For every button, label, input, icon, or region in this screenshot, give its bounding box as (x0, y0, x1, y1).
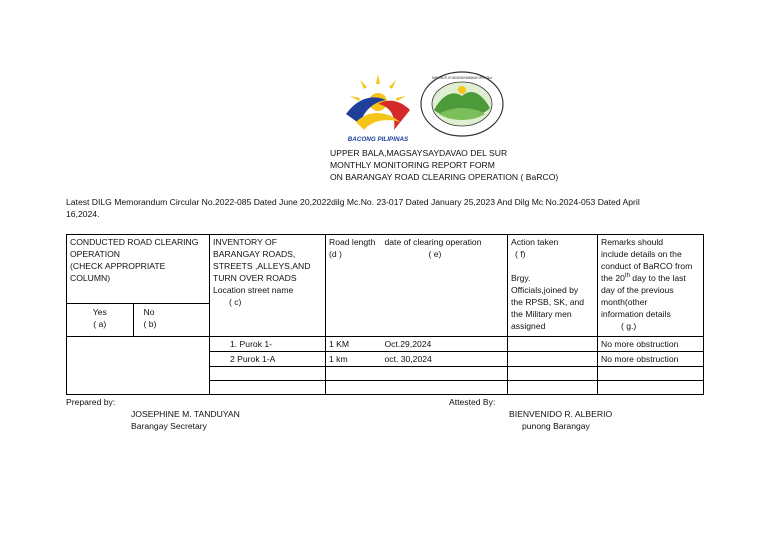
seal-text: MUNICIPALITY OF MAGSAYSAY BARANGAY UPPER BALA (432, 75, 493, 80)
header-line-3: ON BARANGAY ROAD CLEARING OPERATION ( BaRCO) (330, 172, 559, 182)
table-cell-action (508, 337, 598, 352)
attested-name: BIENVENIDO R. ALBERIO (509, 409, 613, 419)
yes-label: Yes (92, 307, 107, 317)
header-g-line: include details on the (601, 249, 682, 259)
header-g-text: day to the last (629, 273, 686, 283)
no-subcolumn (134, 304, 210, 336)
table-cell-remarks (598, 367, 704, 381)
header-g-line: Remarks should (601, 237, 664, 247)
header-f-line: Officials,joined by (511, 285, 579, 295)
header-cell-remarks (598, 235, 704, 337)
attested-title: punong Barangay (522, 421, 590, 431)
header-f-code: ( f) (515, 249, 526, 259)
header-f-line: assigned (511, 321, 546, 331)
table-cell-street (210, 381, 326, 395)
header-g-superscript: th (624, 273, 630, 280)
header-a-line: CONDUCTED ROAD CLEARING (70, 237, 199, 247)
table-row (67, 337, 704, 352)
table-cell-date: oct. 30,2024 (382, 352, 508, 367)
table-cell-action (508, 381, 598, 395)
memo-line-2: 16,2024. (66, 209, 100, 219)
table-cell-date: Oct.29,2024 (382, 337, 508, 352)
table-cell-street: 2 Purok 1-A (210, 352, 326, 367)
barangay-seal-logo (419, 70, 505, 138)
header-d-label: Road length (329, 237, 376, 247)
header-c-line: TURN OVER ROADS (213, 273, 297, 283)
header-g-line: day of the previous (601, 285, 674, 295)
table-cell-remarks: No more obstruction (598, 337, 704, 352)
header-line-1: UPPER BALA,MAGSAYSAYDAVAO DEL SUR (330, 148, 508, 158)
table-cell-conducted (67, 337, 210, 395)
header-g-line: month(other (601, 297, 648, 307)
header-cell-action (508, 235, 598, 337)
table-cell-remarks: No more obstruction (598, 352, 704, 367)
yes-code: ( a) (93, 319, 107, 329)
header-cell-inventory (210, 235, 326, 337)
table-cell-action (508, 367, 598, 381)
table-cell-length: 1 km (326, 352, 382, 367)
header-g-line: information details (601, 309, 671, 319)
memo-line-1: Latest DILG Memorandum Circular No.2022-085 Dated June 20,2022dilg Mc.No. 23-017 Dated January 25,2023 And Dilg Mc No.2024-053 Dated April (66, 197, 640, 207)
header-cell-conducted (67, 235, 210, 337)
table-header-row (67, 235, 704, 337)
bagong-pilipinas-logo (338, 70, 418, 146)
table-cell-length-date (326, 367, 508, 381)
header-f-line: the Military men (511, 309, 572, 319)
table-cell-length: 1 KM (326, 337, 382, 352)
yes-subcolumn (67, 304, 134, 336)
header-c-line: INVENTORY OF (213, 237, 277, 247)
header-cell-road-length (326, 235, 382, 337)
no-label: No (143, 307, 155, 317)
header-g-line: conduct of BaRCO from (601, 261, 693, 271)
header-line-2: MONTHLY MONITORING REPORT FORM (330, 160, 495, 170)
header-cell-date (382, 235, 508, 337)
header-c-line: Location street name (213, 285, 294, 295)
table-cell-length-date (326, 381, 508, 395)
header-g-code: ( g.) (621, 321, 637, 331)
no-code: ( b) (143, 319, 157, 329)
header-c-code: ( c) (229, 297, 242, 307)
table-cell-street (210, 367, 326, 381)
table-cell-action (508, 352, 598, 367)
prepared-title: Barangay Secretary (131, 421, 207, 431)
table-cell-street: 1. Purok 1- (210, 337, 326, 352)
header-a-line: COLUMN) (70, 273, 111, 283)
header-c-line: BARANGAY ROADS, (213, 249, 296, 259)
report-table (66, 234, 704, 395)
prepared-name: JOSEPHINE M. TANDUYAN (131, 409, 240, 419)
header-e-code: ( e) (428, 249, 442, 259)
header-a-line: (CHECK APPROPRIATE (70, 261, 166, 271)
header-f-line: Brgy. (511, 273, 531, 283)
header-e-label: date of clearing operation (384, 237, 482, 247)
header-a-line: OPERATION (70, 249, 120, 259)
prepared-by-label: Prepared by: (66, 397, 116, 407)
header-g-text: the 20 (601, 273, 625, 283)
logo-text: BACONG PILIPINAS (347, 136, 409, 143)
header-f-line: the RPSB, SK, and (511, 297, 585, 307)
header-f-label: Action taken (511, 237, 559, 247)
header-c-line: STREETS ,ALLEYS,AND (213, 261, 311, 271)
attested-by-label: Attested By: (449, 397, 496, 407)
header-d-code: (d ) (329, 249, 342, 259)
table-cell-remarks (598, 381, 704, 395)
header-g-line (601, 272, 700, 284)
